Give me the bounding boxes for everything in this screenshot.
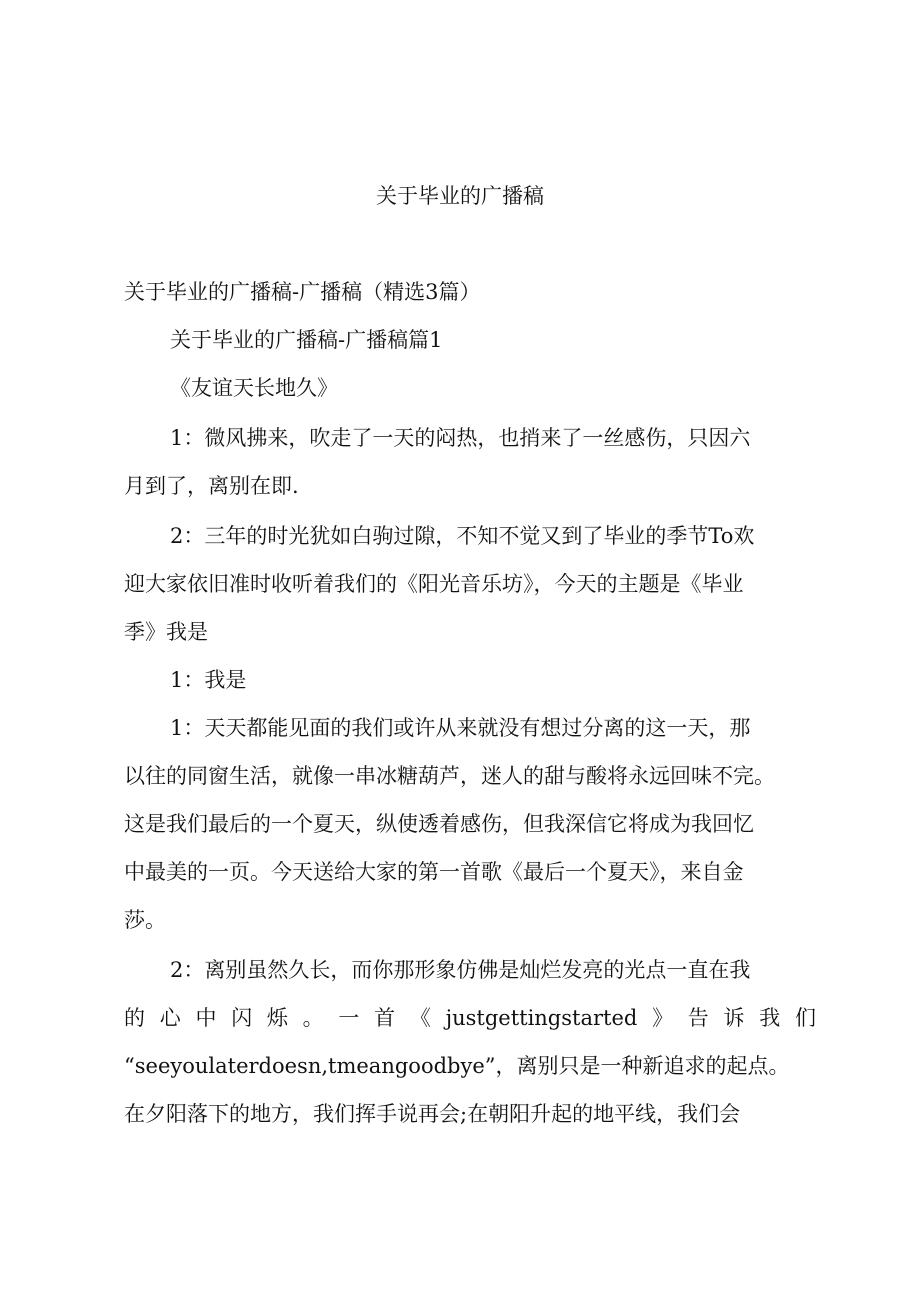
paragraph-line: 在夕阳落下的地方，我们挥手说再会;在朝阳升起的地平线，我们会	[124, 1102, 741, 1126]
paragraph-line: 莎。	[124, 908, 166, 932]
document-subtitle: 关于毕业的广播稿-广播稿（精选3篇）	[124, 280, 481, 304]
paragraph-line: 的心中闪烁。一首《justgettingstarted》告诉我们	[124, 1006, 816, 1030]
paragraph-line: 季》我是	[124, 620, 208, 644]
paragraph-line: 1：我是	[170, 668, 247, 692]
paragraph-line: 月到了，离别在即.	[124, 474, 299, 498]
paragraph-line: 以往的同窗生活，就像一串冰糖葫芦，迷人的甜与酸将永远回味不完。	[124, 764, 775, 788]
paragraph-line: 1：微风拂来，吹走了一天的闷热，也捎来了一丝感伤，只因六	[170, 426, 751, 450]
paragraph-line: 2：离别虽然久长，而你那形象仿佛是灿烂发亮的光点一直在我	[170, 958, 751, 982]
paragraph-line: 这是我们最后的一个夏天，纵使透着感伤，但我深信它将成为我回忆	[124, 812, 754, 836]
paragraph-line: 1：天天都能见面的我们或许从来就没有想过分离的这一天，那	[170, 716, 751, 740]
document-title: 关于毕业的广播稿	[376, 184, 544, 208]
piece-title: 《友谊天长地久》	[170, 376, 338, 400]
paragraph-line: 中最美的一页。今天送给大家的第一首歌《最后一个夏天》，来自金	[124, 860, 744, 884]
paragraph-line: 2：三年的时光犹如白驹过隙，不知不觉又到了毕业的季节To欢	[170, 524, 755, 548]
paragraph-line: “seeyoulaterdoesn,tmeangoodbye”，离别只是一种新追求的起点。	[124, 1054, 790, 1078]
paragraph-line: 迎大家依旧准时收听着我们的《阳光音乐坊》，今天的主题是《毕业	[124, 572, 744, 596]
section-heading: 关于毕业的广播稿-广播稿篇1	[170, 328, 443, 352]
